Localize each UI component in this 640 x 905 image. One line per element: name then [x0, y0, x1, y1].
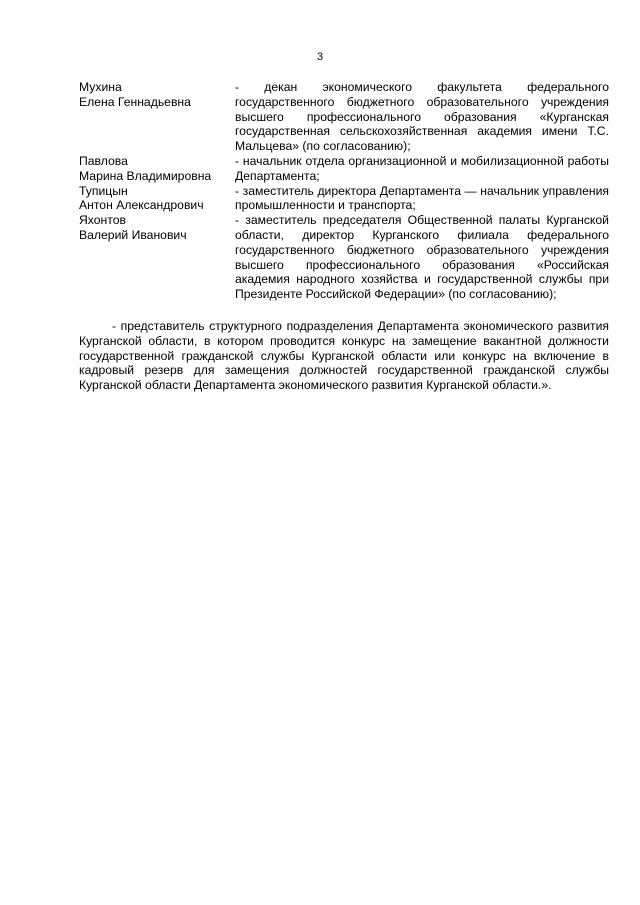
- member-name: [79, 80, 235, 154]
- member-name: [79, 154, 235, 184]
- member-role: - заместитель председателя Общественной палаты Курганской области, директор Курганского филиала федерального государственного бюджетного образовательного учреждения высшего профессионального образования «Российская академия народного хозяйства и государственной службы при Президенте Российской Федерации» (по согласованию);: [235, 213, 609, 302]
- member-given-names: Елена Геннадьевна: [79, 94, 191, 109]
- member-surname: Тупицын: [79, 183, 128, 198]
- member-surname: Павлова: [79, 153, 128, 168]
- member-entry: [79, 213, 609, 302]
- member-given-names: Марина Владимировна: [79, 168, 212, 183]
- member-entry: [79, 184, 609, 214]
- closing-paragraph: - представитель структурного подразделения Департамента экономического развития Курганской области, в котором проводится конкурс на замещение вакантной должности государственной гражданской службы Курганской области или конкурс на включение в кадровый резерв для замещения должностей государственной гражданской службы Курганской области Департамента экономического развития Курганской области.».: [79, 319, 609, 393]
- member-name: [79, 213, 235, 302]
- member-surname: Яхонтов: [79, 213, 126, 228]
- member-entry: [79, 80, 609, 154]
- member-entry: [79, 154, 609, 184]
- member-given-names: Антон Александрович: [79, 198, 204, 213]
- member-role: - заместитель директора Департамента — начальник управления промышленности и транспорта;: [235, 183, 609, 213]
- member-name: [79, 184, 235, 214]
- member-given-names: Валерий Иванович: [79, 227, 187, 242]
- member-role: - начальник отдела организационной и мобилизационной работы Департамента;: [235, 153, 609, 183]
- page-number: 3: [316, 51, 324, 63]
- commission-member-list: [79, 80, 609, 302]
- member-role: - декан экономического факультета федерального государственного бюджетного образовательного учреждения высшего профессионального образования «Курганская государственная сельскохозяйственная академия имени Т.С. Мальцева» (по согласованию);: [235, 80, 609, 154]
- member-surname: Мухина: [79, 80, 122, 94]
